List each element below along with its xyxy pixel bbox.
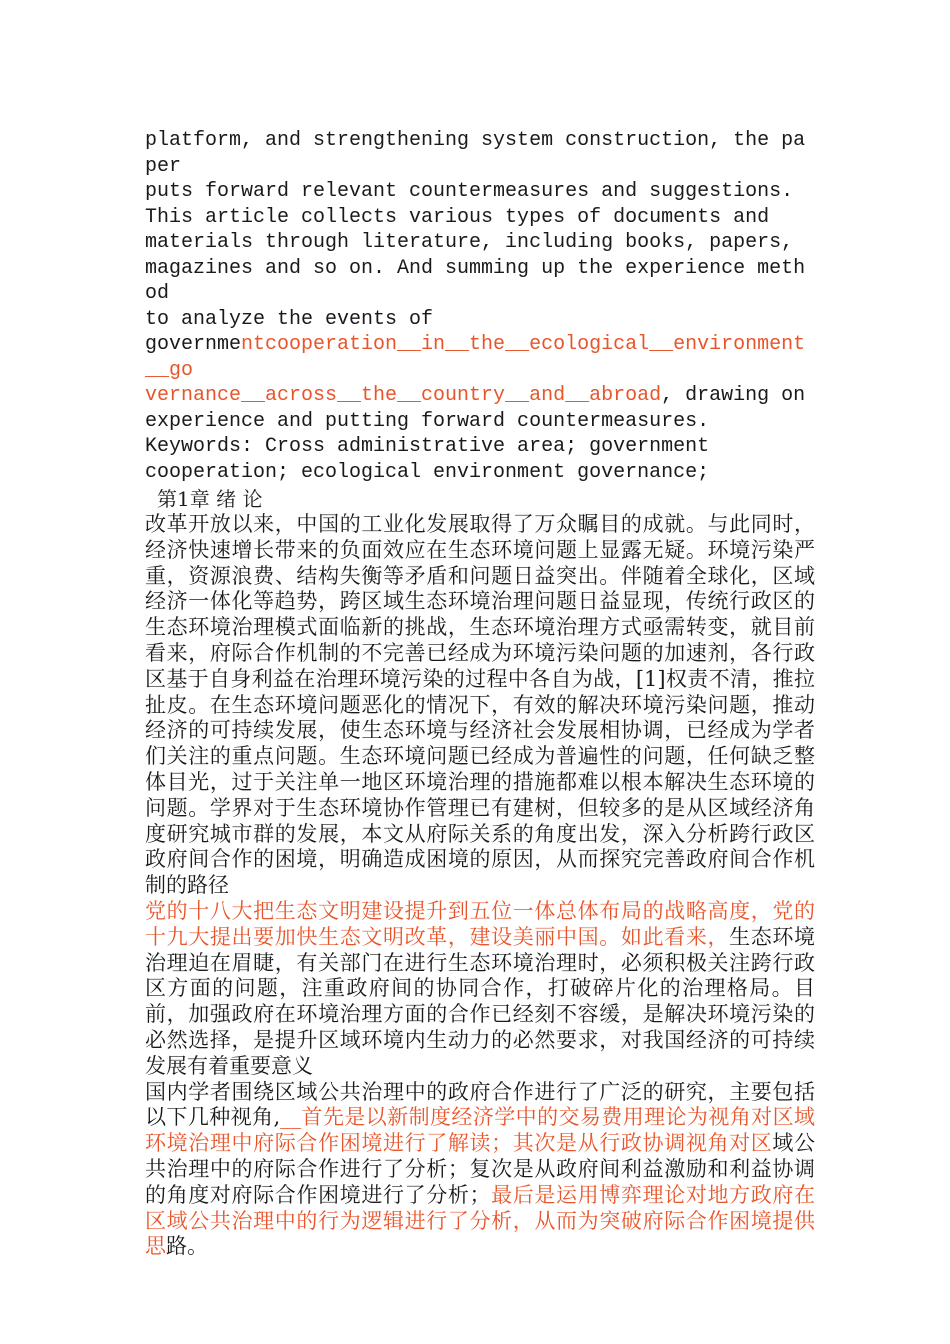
- abstract-line: This article collects various types of documents and: [145, 205, 770, 229]
- abstract-line: experience and putting forward countermeasures.: [145, 409, 710, 433]
- chapter-title: 第1章 绪 论: [157, 487, 263, 511]
- highlighted-text: ntcooperation__in__the__ecological__environment__go: [145, 333, 806, 382]
- paragraph-text: 路。: [166, 1234, 208, 1259]
- paragraph-1: 改革开放以来，中国的工业化发展取得了万众瞩目的成就。与此同时，经济快速增长带来的负面效应在生态环境问题上显露无疑。环境污染严重，资源浪费、结构失衡等矛盾和问题日益突出。伴随着全球化，区域经济一体化等趋势，跨区域生态环境治理问题日益显现，传统行政区的生态环境治理模式面临新的挑战，生态环境治理方式亟需转变，就目前看来，府际合作机制的不完善已经成为环境污染问题的加速剂，各行政区基于自身利益在治理环境污染的过程中各自为战，[1]权责不清，推拉扯皮。在生态环境问题恶化的情况下，有效的解决环境污染问题，推动经济的可持续发展，使生态环境与经济社会发展相协调，已经成为学者们关注的重点问题。生态环境问题已经成为普遍性的问题，任何缺乏整体目光，过于关注单一地区环境治理的措施都难以根本解决生态环境的问题。学界对于生态环境协作管理已有建树，但较多的是从区域经济角度研究城市群的发展，本文从府际关系的角度出发，深入分析跨行政区政府间合作的困境，明确造成困境的原因，从而探究完善政府间合作机制的路径: [145, 512, 815, 898]
- paragraph-text: 国内学者围绕区域公共治理中的政府合作进行了广泛的研究，主要包括以下几种视角,: [145, 1079, 815, 1130]
- highlighted-text: __首先是以新制度经济学中的交易费用理论为视角对区域环境治理中府际合作困境进行了解读；其次是从行政协调视角对区: [145, 1105, 815, 1156]
- abstract-line: , drawing on: [661, 384, 806, 407]
- abstract-line: magazines and so on. And summing up the experience method: [145, 256, 806, 305]
- keywords-line: cooperation; ecological environment governance;: [145, 460, 710, 484]
- keywords-line: Keywords: Cross administrative area; government: [145, 435, 710, 458]
- paragraph-2: [145, 899, 815, 1080]
- document-page: [145, 128, 815, 1260]
- highlighted-text: 最后是运用博弈理论对地方政府在区域公共治理中的行为逻辑进行了分析，从而为突破府际合作困境提供思: [145, 1182, 815, 1259]
- abstract-line: materials through literature, including books, papers,: [145, 231, 794, 254]
- paragraph-3: [145, 1080, 815, 1261]
- abstract-line: puts forward relevant countermeasures and suggestions.: [145, 180, 794, 203]
- abstract-line: to analyze the events of: [145, 307, 434, 331]
- abstract-line: platform, and strengthening system construction, the paper: [145, 129, 806, 178]
- abstract-line: governme: [145, 333, 242, 356]
- english-abstract: [145, 128, 815, 485]
- highlighted-text: 党的十八大把生态文明建设提升到五位一体总体布局的战略高度，党的十九大提出要加快生态文明改革，建设美丽中国。如此看来，: [145, 898, 815, 949]
- paragraph-text: 生态环境治理迫在眉睫，有关部门在进行生态环境治理时，必须积极关注跨行政区方面的问题，注重政府间的协同合作，打破碎片化的治理格局。目前，加强政府在环境治理方面的合作已经刻不容缓，是解决环境污染的必然选择，是提升区域环境内生动力的必然要求，对我国经济的可持续发展有着重要意义: [145, 924, 816, 1078]
- highlighted-text: vernance__across__the__country__and__abroad: [145, 384, 662, 407]
- paragraph-text: 域公共治理中的府际合作进行了分析；复次是从政府间利益激励和利益协调的角度对府际合作困境进行了分析；: [145, 1131, 816, 1207]
